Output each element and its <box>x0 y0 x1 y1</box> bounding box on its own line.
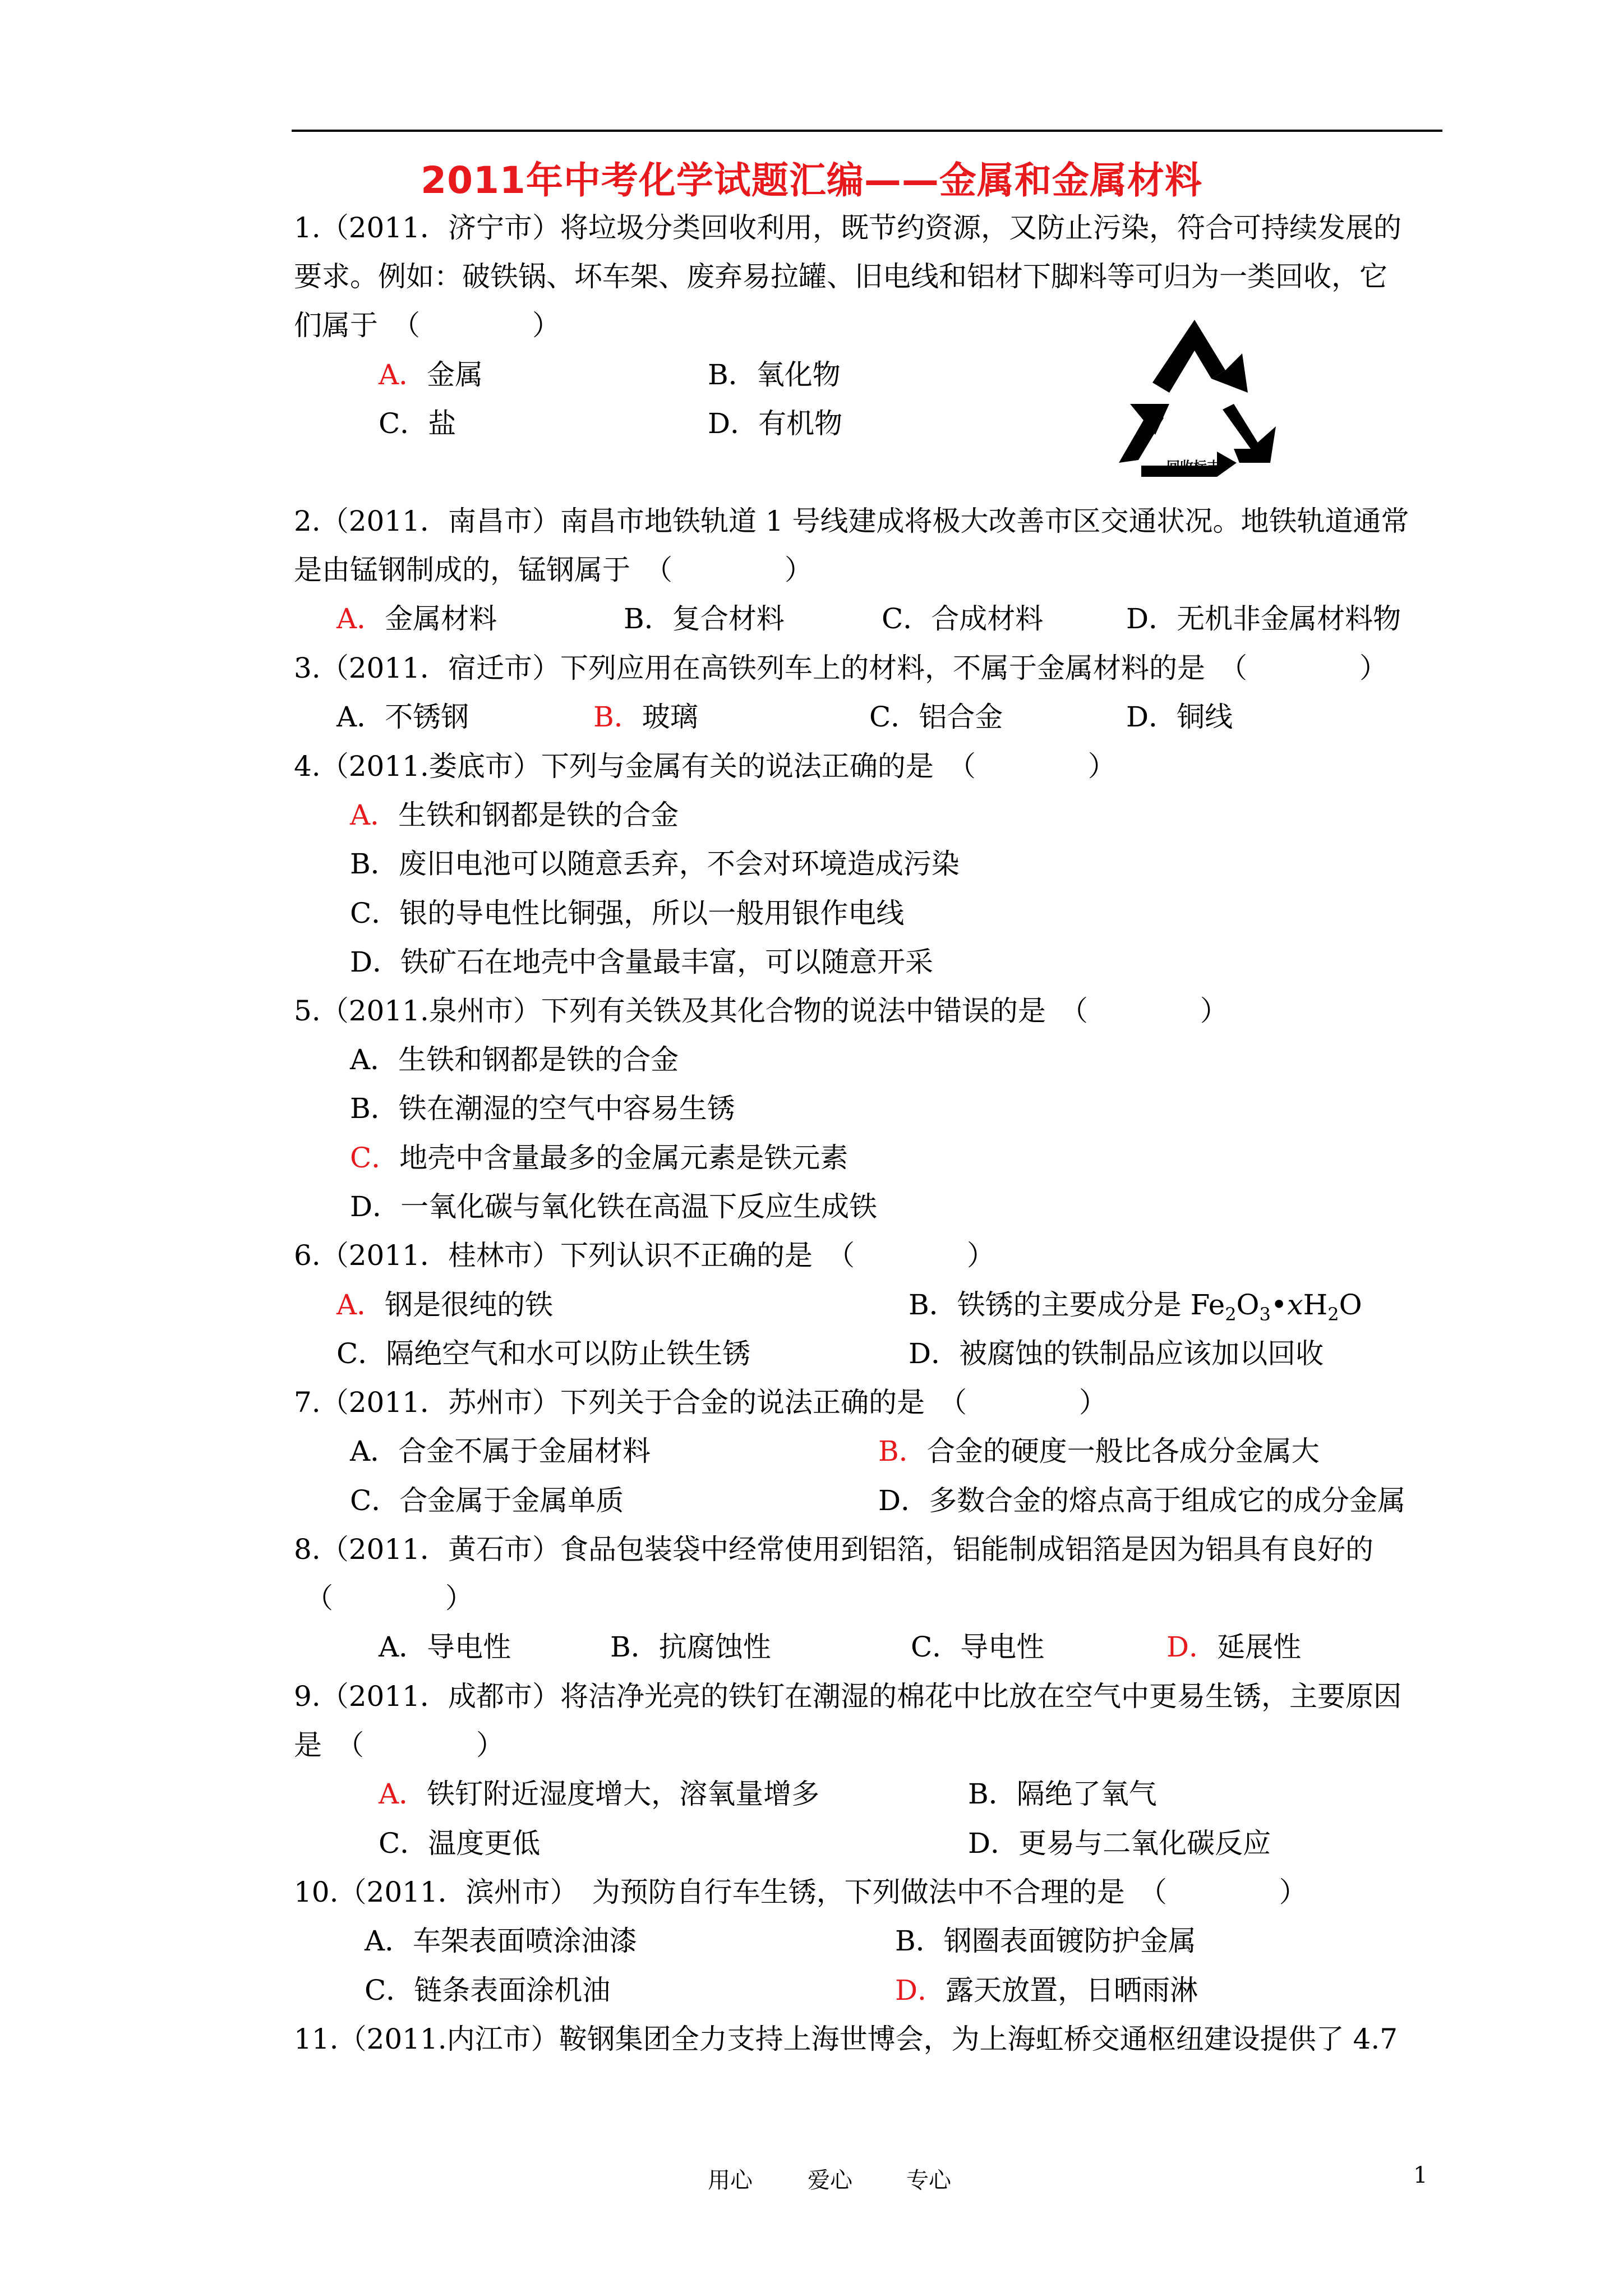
q1-line3: 们属于 （ ） <box>294 309 560 342</box>
q3-option-a: A．不锈钢 <box>336 701 469 733</box>
q1-option-d: D．有机物 <box>708 407 843 440</box>
answer-letter: A． <box>350 799 399 831</box>
q2-line1: 2.（2011．南昌市）南昌市地铁轨道 1 号线建成将极大改善市区交通状况。地铁轨道通常 <box>294 505 1409 537</box>
answer-letter: B． <box>878 1435 927 1467</box>
recycle-label: 回收标志 <box>1166 459 1220 475</box>
q4-option-d: D．铁矿石在地壳中含量最丰富，可以随意开采 <box>350 946 934 978</box>
q5-line1: 5.（2011.泉州市）下列有关铁及其化合物的说法中错误的是 （ ） <box>294 995 1228 1027</box>
q10-option-d: D．露天放置，日晒雨淋 <box>895 1974 1198 2007</box>
q6-option-c: C．隔绝空气和水可以防止铁生锈 <box>336 1337 751 1370</box>
q5-option-c: C．地壳中含量最多的金属元素是铁元素 <box>350 1142 849 1174</box>
q9-option-b: B．隔绝了氧气 <box>968 1778 1157 1810</box>
q1-line2: 要求。例如：破铁锅、坏车架、废弃易拉罐、旧电线和铝材下脚料等可归为一类回收，它 <box>294 260 1387 293</box>
page-number: 1 <box>1413 2162 1428 2188</box>
q10-option-b: B．钢圈表面镀防护金属 <box>895 1925 1196 1957</box>
q8-option-a: A．导电性 <box>379 1631 511 1663</box>
footer-slogan-2: 爱心 <box>808 2168 852 2193</box>
footer-slogan-1: 用心 <box>708 2168 753 2193</box>
answer-letter: D． <box>1166 1631 1218 1663</box>
q8-line2: （ ） <box>305 1582 473 1614</box>
answer-letter: A． <box>379 1778 427 1810</box>
q5-option-d: D．一氧化碳与氧化铁在高温下反应生成铁 <box>350 1190 878 1223</box>
q3-option-d: D．铜线 <box>1126 701 1233 733</box>
q3-line1: 3.（2011．宿迁市）下列应用在高铁列车上的材料，不属于金属材料的是 （ ） <box>294 652 1387 684</box>
q3-option-c: C．铝合金 <box>869 701 1003 733</box>
q8-line1: 8.（2011．黄石市）食品包装袋中经常使用到铝箔，铝能制成铝箔是因为铝具有良好的 <box>294 1533 1373 1566</box>
header-rule <box>292 130 1442 132</box>
q9-option-c: C．温度更低 <box>379 1827 541 1860</box>
answer-letter: C． <box>350 1142 400 1174</box>
q2-option-b: B．复合材料 <box>624 602 785 635</box>
q10-option-a: A．车架表面喷涂油漆 <box>365 1925 638 1957</box>
answer-letter: A． <box>336 1289 385 1321</box>
q2-option-a: A．金属材料 <box>336 602 497 635</box>
answer-letter: A． <box>379 358 427 391</box>
q2-option-c: C．合成材料 <box>882 602 1044 635</box>
q6-option-b: B．铁锈的主要成分是 $Fe_2O_3•xH_2O$ <box>909 1289 1362 1325</box>
q10-option-c: C．链条表面涂机油 <box>365 1974 611 2007</box>
q7-option-d: D．多数合金的熔点高于组成它的成分金属 <box>878 1484 1406 1517</box>
answer-letter: A． <box>336 602 385 635</box>
q8-option-b: B．抗腐蚀性 <box>610 1631 771 1663</box>
q7-option-a: A．合金不属于金届材料 <box>350 1435 651 1467</box>
q6-line1: 6.（2011．桂林市）下列认识不正确的是 （ ） <box>294 1239 995 1272</box>
q7-option-b: B．合金的硬度一般比各成分金属大 <box>878 1435 1320 1467</box>
q9-line1: 9.（2011．成都市）将洁净光亮的铁钉在潮湿的棉花中比放在空气中更易生锈，主要原因 <box>294 1680 1401 1713</box>
q1-option-b: B．氧化物 <box>708 358 841 391</box>
footer-slogan-3: 专心 <box>906 2168 951 2193</box>
q4-option-b: B．废旧电池可以随意丢弃，不会对环境造成污染 <box>350 848 960 880</box>
q9-option-d: D．更易与二氧化碳反应 <box>968 1827 1271 1860</box>
q7-option-c: C．合金属于金属单质 <box>350 1484 624 1517</box>
q4-option-a: A．生铁和钢都是铁的合金 <box>350 799 679 831</box>
q5-option-b: B．铁在潮湿的空气中容易生锈 <box>350 1092 735 1125</box>
q10-line1: 10.（2011．滨州市） 为预防自行车生锈，下列做法中不合理的是 （ ） <box>294 1876 1307 1908</box>
q2-line2: 是由锰钢制成的，锰钢属于 （ ） <box>294 554 813 586</box>
answer-letter: D． <box>895 1974 946 2007</box>
q6-option-a: A．钢是很纯的铁 <box>336 1289 554 1321</box>
q2-option-d: D．无机非金属材料物 <box>1126 602 1401 635</box>
q1-option-c: C．盐 <box>379 407 457 440</box>
answer-letter: B． <box>593 701 642 733</box>
q8-option-c: C．导电性 <box>911 1631 1045 1663</box>
q4-option-c: C．银的导电性比铜强，所以一般用银作电线 <box>350 897 905 930</box>
q3-option-b: B．玻璃 <box>593 701 698 733</box>
q11-line1: 11.（2011.内江市）鞍钢集团全力支持上海世博会，为上海虹桥交通枢纽建设提供了 4.7 <box>294 2023 1398 2055</box>
q8-option-d: D．延展性 <box>1166 1631 1302 1663</box>
document-title: 2011年中考化学试题汇编——金属和金属材料 <box>421 159 1202 202</box>
q4-line1: 4.（2011.娄底市）下列与金属有关的说法正确的是 （ ） <box>294 750 1116 783</box>
q5-option-a: A．生铁和钢都是铁的合金 <box>350 1043 679 1076</box>
q6-option-d: D．被腐蚀的铁制品应该加以回收 <box>909 1337 1324 1370</box>
q7-line1: 7.（2011．苏州市）下列关于合金的说法正确的是 （ ） <box>294 1386 1107 1419</box>
q9-line2: 是 （ ） <box>294 1729 504 1761</box>
q9-option-a: A．铁钉附近湿度增大，溶氧量增多 <box>379 1778 820 1810</box>
q1-line1: 1.（2011．济宁市）将垃圾分类回收利用，既节约资源，又防止污染，符合可持续发展的 <box>294 211 1401 244</box>
q1-option-a: A．金属 <box>379 358 483 391</box>
